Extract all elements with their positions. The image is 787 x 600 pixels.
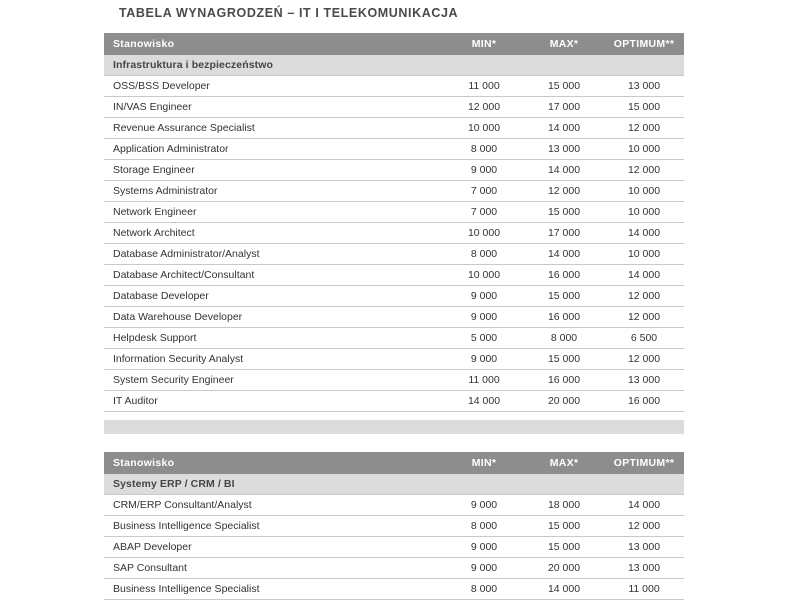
section-label: Infrastruktura i bezpieczeństwo [104, 55, 684, 76]
table-row [104, 558, 684, 579]
cell-max: 20 000 [524, 558, 604, 579]
cell-position: Database Administrator/Analyst [104, 244, 444, 265]
cell-position: Network Engineer [104, 202, 444, 223]
section-row [104, 474, 684, 495]
cell-max: 15 000 [524, 516, 604, 537]
cell-optimum: 12 000 [604, 286, 684, 307]
column-header-max: MAX* [524, 33, 604, 55]
section-divider-bar [104, 420, 684, 434]
cell-min: 10 000 [444, 265, 524, 286]
cell-max: 15 000 [524, 349, 604, 370]
table-row [104, 516, 684, 537]
cell-min: 7 000 [444, 181, 524, 202]
cell-optimum: 12 000 [604, 160, 684, 181]
table-row [104, 139, 684, 160]
cell-min: 8 000 [444, 516, 524, 537]
cell-min: 9 000 [444, 349, 524, 370]
cell-optimum: 14 000 [604, 265, 684, 286]
cell-optimum: 16 000 [604, 391, 684, 412]
column-header-min: MIN* [444, 452, 524, 474]
cell-optimum: 12 000 [604, 349, 684, 370]
table-body [104, 474, 684, 600]
cell-min: 9 000 [444, 537, 524, 558]
column-header-max: MAX* [524, 452, 604, 474]
cell-position: Database Architect/Consultant [104, 265, 444, 286]
section-row [104, 55, 684, 76]
cell-min: 9 000 [444, 307, 524, 328]
cell-min: 9 000 [444, 160, 524, 181]
salary-table [104, 33, 684, 412]
cell-min: 8 000 [444, 579, 524, 600]
table-row [104, 202, 684, 223]
cell-position: System Security Engineer [104, 370, 444, 391]
cell-max: 14 000 [524, 118, 604, 139]
cell-max: 15 000 [524, 76, 604, 97]
cell-max: 12 000 [524, 181, 604, 202]
cell-position: Data Warehouse Developer [104, 307, 444, 328]
cell-position: Business Intelligence Specialist [104, 516, 444, 537]
table-body [104, 55, 684, 412]
table-header [104, 452, 684, 474]
cell-optimum: 13 000 [604, 370, 684, 391]
cell-max: 16 000 [524, 265, 604, 286]
cell-min: 9 000 [444, 286, 524, 307]
cell-optimum: 11 000 [604, 579, 684, 600]
table-row [104, 97, 684, 118]
cell-max: 13 000 [524, 139, 604, 160]
table-row [104, 537, 684, 558]
cell-position: OSS/BSS Developer [104, 76, 444, 97]
table-row [104, 495, 684, 516]
cell-position: Storage Engineer [104, 160, 444, 181]
cell-min: 8 000 [444, 244, 524, 265]
cell-min: 9 000 [444, 495, 524, 516]
cell-optimum: 12 000 [604, 516, 684, 537]
cell-min: 12 000 [444, 97, 524, 118]
column-header-min: MIN* [444, 33, 524, 55]
cell-max: 14 000 [524, 579, 604, 600]
cell-position: IN/VAS Engineer [104, 97, 444, 118]
cell-position: Network Architect [104, 223, 444, 244]
page-title: TABELA WYNAGRODZEŃ – IT I TELEKOMUNIKACJA [119, 6, 459, 20]
table-row [104, 349, 684, 370]
section-label: Systemy ERP / CRM / BI [104, 474, 684, 495]
table-header [104, 33, 684, 55]
table-row [104, 328, 684, 349]
cell-min: 11 000 [444, 76, 524, 97]
cell-min: 7 000 [444, 202, 524, 223]
table-row [104, 391, 684, 412]
cell-max: 18 000 [524, 495, 604, 516]
cell-position: Information Security Analyst [104, 349, 444, 370]
table-header-row [104, 33, 684, 55]
table-header-row [104, 452, 684, 474]
cell-max: 15 000 [524, 202, 604, 223]
cell-optimum: 12 000 [604, 118, 684, 139]
table-row [104, 307, 684, 328]
cell-min: 10 000 [444, 118, 524, 139]
cell-min: 9 000 [444, 558, 524, 579]
cell-max: 16 000 [524, 307, 604, 328]
cell-position: SAP Consultant [104, 558, 444, 579]
cell-position: Helpdesk Support [104, 328, 444, 349]
column-header-optimum: OPTIMUM** [604, 452, 684, 474]
cell-max: 14 000 [524, 244, 604, 265]
column-header-optimum: OPTIMUM** [604, 33, 684, 55]
table-row [104, 76, 684, 97]
cell-optimum: 10 000 [604, 244, 684, 265]
cell-optimum: 13 000 [604, 558, 684, 579]
table-row [104, 286, 684, 307]
table-row [104, 118, 684, 139]
salary-table [104, 452, 684, 600]
cell-optimum: 12 000 [604, 307, 684, 328]
cell-optimum: 10 000 [604, 139, 684, 160]
salary-table-infrastructure [104, 33, 684, 412]
cell-position: ABAP Developer [104, 537, 444, 558]
cell-optimum: 6 500 [604, 328, 684, 349]
cell-position: Database Developer [104, 286, 444, 307]
cell-optimum: 10 000 [604, 202, 684, 223]
cell-optimum: 13 000 [604, 537, 684, 558]
cell-min: 10 000 [444, 223, 524, 244]
table-row [104, 579, 684, 600]
cell-max: 8 000 [524, 328, 604, 349]
cell-position: Application Administrator [104, 139, 444, 160]
cell-max: 15 000 [524, 286, 604, 307]
column-header-position: Stanowisko [104, 33, 444, 55]
cell-position: CRM/ERP Consultant/Analyst [104, 495, 444, 516]
column-header-position: Stanowisko [104, 452, 444, 474]
cell-optimum: 15 000 [604, 97, 684, 118]
cell-max: 20 000 [524, 391, 604, 412]
table-row [104, 181, 684, 202]
cell-max: 15 000 [524, 537, 604, 558]
cell-min: 8 000 [444, 139, 524, 160]
table-row [104, 223, 684, 244]
table-row [104, 160, 684, 181]
cell-position: Revenue Assurance Specialist [104, 118, 444, 139]
table-row [104, 244, 684, 265]
table-row [104, 370, 684, 391]
table-row [104, 265, 684, 286]
cell-position: Business Intelligence Specialist [104, 579, 444, 600]
cell-max: 16 000 [524, 370, 604, 391]
cell-optimum: 14 000 [604, 495, 684, 516]
cell-position: IT Auditor [104, 391, 444, 412]
salary-table-erp-crm-bi [104, 452, 684, 600]
cell-max: 14 000 [524, 160, 604, 181]
cell-min: 11 000 [444, 370, 524, 391]
cell-optimum: 10 000 [604, 181, 684, 202]
cell-max: 17 000 [524, 97, 604, 118]
cell-optimum: 13 000 [604, 76, 684, 97]
cell-optimum: 14 000 [604, 223, 684, 244]
cell-max: 17 000 [524, 223, 604, 244]
cell-min: 5 000 [444, 328, 524, 349]
cell-position: Systems Administrator [104, 181, 444, 202]
cell-min: 14 000 [444, 391, 524, 412]
